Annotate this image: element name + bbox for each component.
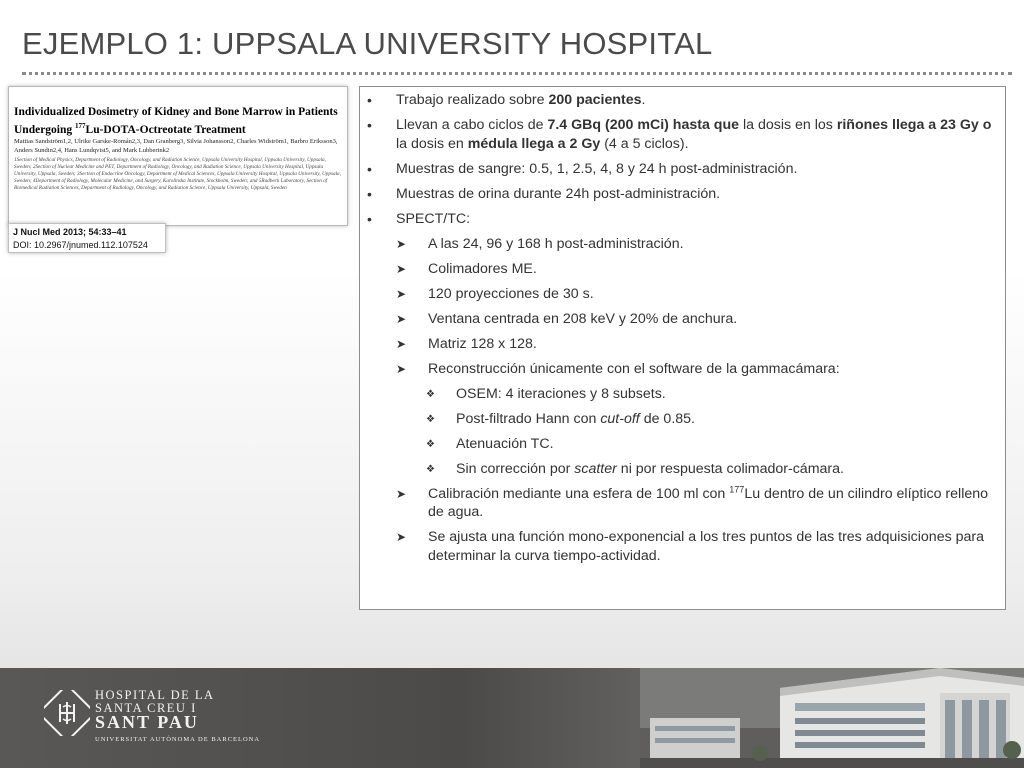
arrow-icon: ➤ [396,336,407,351]
paper-citation [8,223,166,253]
hospital-building-image [640,668,1024,768]
bullet-item [360,185,1000,204]
bullet-marker: • [367,117,372,133]
bullet-text: de 0.85. [639,410,695,427]
bullet-text: ni por respuesta colimador-cámara. [616,460,844,477]
sub-sub-bullet-item [360,435,1000,454]
logo-text-line3: SANT PAU [95,712,199,732]
bullet-list [360,91,1000,572]
bullet-text: 120 proyecciones de 30 s. [428,285,594,302]
bullet-marker: • [367,160,372,177]
bullet-bold: médula llega a 2 Gy [467,135,601,152]
bullet-text: Sin corrección por [456,460,575,477]
bullet-bold: 7.4 GBq (200 mCi) hasta que [547,117,740,133]
logo-text-line1: HOSPITAL DE LA [95,688,215,702]
bullet-text: Reconstrucción únicamente con el software de la gammacámara: [428,360,840,377]
bullet-italic: cut-off [600,410,640,427]
bullet-marker: • [367,210,372,227]
paper-authors: Mattias Sandström1,2, Ulrike Garske-Román2,3, Dan Granberg3, Silvia Johansson2, Charles Widström1, Barbro Eriksson3, Anders Sundin2,4, Hans Lundqvist5, and Mark Lubberink2 [14,138,338,154]
sub-bullet-item [360,285,1000,304]
bullet-text: la dosis en [396,135,468,152]
sub-sub-bullet-item [360,385,1000,404]
logo-text-line4: UNIVERSITAT AUTÒNOMA DE BARCELONA [95,736,261,743]
diamond-icon: ❖ [426,463,435,475]
paper-doi: DOI: 10.2967/jnumed.112.107524 [13,240,148,250]
bullet-item [360,210,1000,229]
sub-bullet-item [360,360,1000,379]
bullet-superscript: 177 [729,483,745,494]
bullet-text: Calibración mediante una esfera de 100 ml con [428,485,730,502]
hospital-logo-icon [44,690,90,736]
paper-thumbnail [8,86,348,226]
sub-sub-bullet-item [360,460,1000,479]
footer-band [0,668,1024,768]
bullet-item [360,91,1000,110]
arrow-icon: ➤ [396,261,407,276]
bullet-marker: • [367,185,372,202]
arrow-icon: ➤ [396,236,407,251]
paper-title-part1: Individualized Dosimetry of Kidney and Bone Marrow in Patients Undergoing [14,106,338,136]
arrow-icon: ➤ [396,486,407,501]
bullet-text: Llevan a cabo ciclos de [396,117,548,133]
arrow-icon: ➤ [396,361,407,376]
bullet-text: OSEM: 4 iteraciones y 8 subsets. [456,385,666,402]
title-divider [22,72,1012,75]
bullet-text: Ventana centrada en 208 keV y 20% de anchura. [428,310,738,327]
bullet-italic: scatter [574,460,617,477]
bullet-text: (4 a 5 ciclos). [600,135,689,152]
bullet-bold: riñones llega a 23 Gy o [836,117,992,133]
sub-bullet-item [360,260,1000,279]
paper-affiliations: 1Section of Medical Physics, Department of Radiology, Oncology, and Radiation Science, Uppsala University Hospital, Uppsala University, Uppsala, Sweden; 2Section of Nuclear Medicine and PET, Department of Radiology, Oncology, and Radiation Science, Uppsala University Hospital, Uppsala University, Uppsala, Sweden; 3Section of Endocrine Oncology, Department of Medical Sciences, Uppsala University Hospital, Uppsala University, Uppsala, Sweden; 4Department of Radiology, Molecular Medicine, and Surgery, Karolinska Institute, Stockholm, Sweden; and 5Radbeck Laboratory, Section of Biomedical Radiation Sciences, Department of Radiology, Oncology, and Radiation Science, Uppsala University, Uppsala, Sweden [14,157,341,191]
bullet-text: Post-filtrado Hann con [456,410,601,427]
bullet-text: Muestras de sangre: 0.5, 1, 2.5, 4, 8 y 24 h post-administración. [396,160,798,177]
paper-title-part2: Lu-DOTA-Octreotate Treatment [85,123,246,136]
diamond-icon: ❖ [426,388,435,400]
sub-sub-bullet-item [360,410,1000,429]
bullet-text: Colimadores ME. [428,260,537,277]
arrow-icon: ➤ [396,311,407,326]
bullet-text: . [641,92,646,108]
bullet-text: Se ajusta una función mono-exponencial a los tres puntos de las tres adquisiciones para determinar la curva tiempo-actividad. [428,529,985,564]
bullet-item [360,116,1000,153]
diamond-icon: ❖ [426,438,435,450]
sub-bullet-item [360,335,1000,354]
paper-title-sup: 177 [75,122,86,130]
bullet-text: SPECT/TC: [396,210,471,227]
bullet-text: Lu dentro de un cilindro elíptico relleno de agua. [428,485,989,520]
arrow-icon: ➤ [396,530,407,544]
bullet-marker: • [367,92,372,108]
content-box [359,86,1006,610]
bullet-text: Matriz 128 x 128. [428,335,537,352]
sub-bullet-item [360,485,1000,522]
arrow-icon: ➤ [396,286,407,301]
bullet-text: Atenuación TC. [456,435,554,452]
bullet-bold: 200 pacientes [548,92,642,108]
logo-text-line2: SANTA CREU I [95,701,197,715]
bullet-text: la dosis en los [739,117,837,133]
bullet-item [360,160,1000,179]
sub-bullet-item [360,528,1000,565]
paper-title [14,105,344,137]
sub-bullet-item [360,235,1000,254]
bullet-text: Trabajo realizado sobre [396,92,549,108]
bullet-text: A las 24, 96 y 168 h post-administración. [428,235,684,252]
diamond-icon: ❖ [426,413,435,425]
sub-bullet-item [360,310,1000,329]
bullet-text: Muestras de orina durante 24h post-administración. [396,185,721,202]
paper-journal: J Nucl Med 2013; 54:33–41 [13,227,127,237]
slide-title: EJEMPLO 1: UPPSALA UNIVERSITY HOSPITAL [22,26,713,61]
